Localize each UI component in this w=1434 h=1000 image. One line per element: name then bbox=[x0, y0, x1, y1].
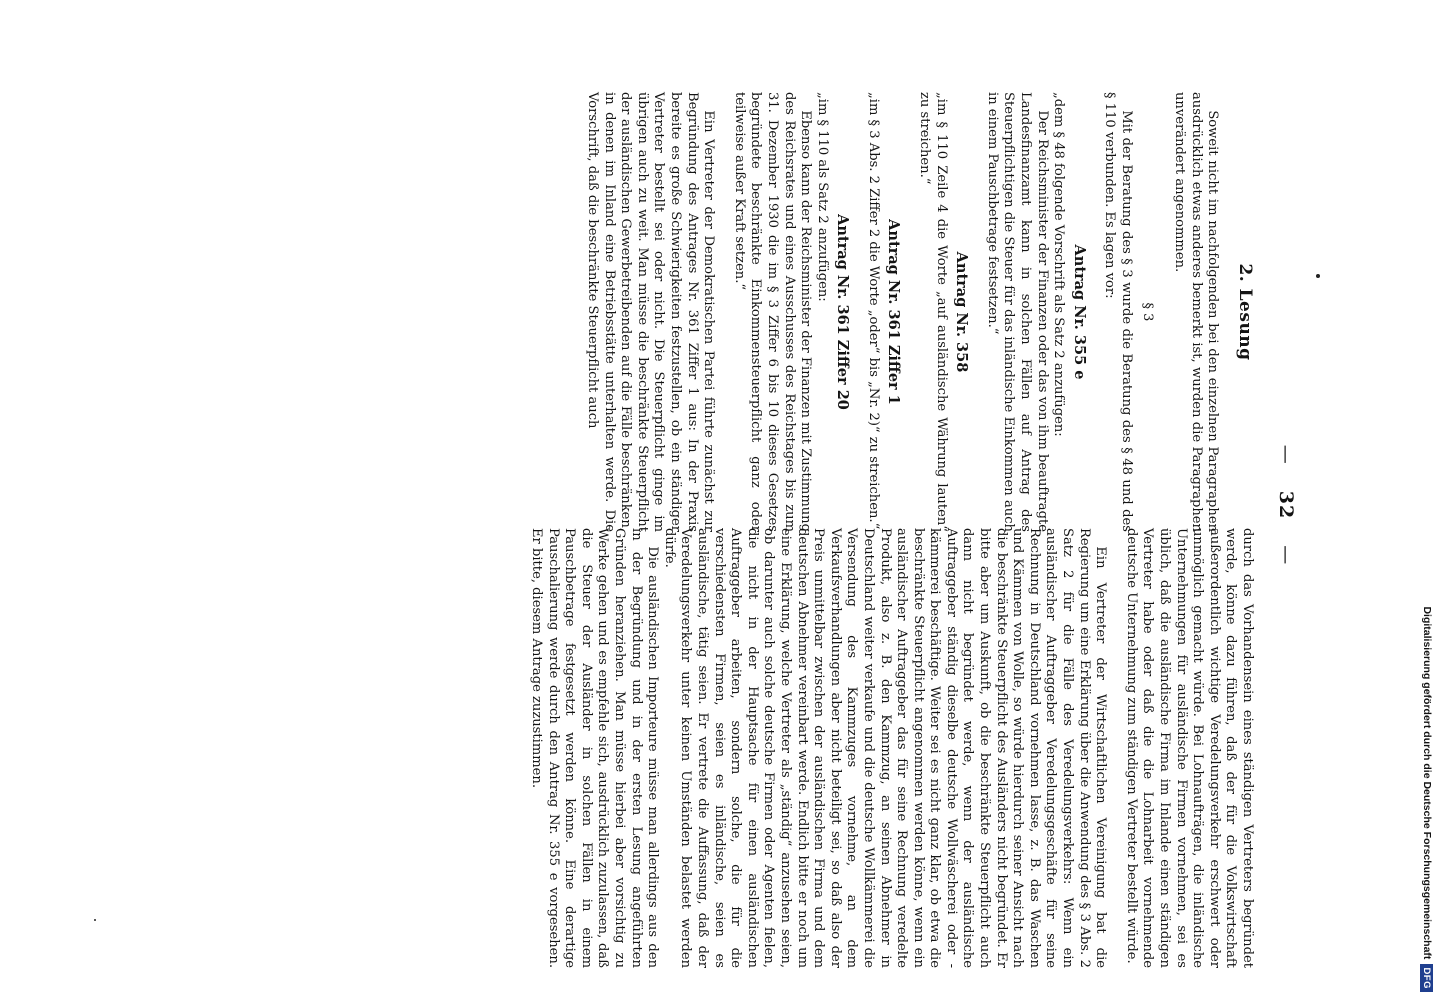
credit-text: Digitalisierung gefördert durch die Deutsche Forschungsgemeinschaft bbox=[1421, 606, 1433, 960]
motion-text: „im § 110 als Satz 2 anzufügen: bbox=[814, 92, 830, 302]
section-heading: 2. Lesung bbox=[1235, 263, 1255, 361]
motion-text: „im § 3 Abs. 2 Ziffer 2 die Worte „oder“ bis „Nr. 2)“ zu streichen.“ bbox=[865, 92, 881, 530]
discussion-paragraph: Ein Vertreter der Demokratischen Partei führte zunächst zur Begründung des Antrages Nr. 361 Ziffer 1 aus: In der Praxis bereite es große Schwierigkeiten festzustellen, ob ein ständiger Vertreter bestellt sei oder nicht. Die Steuerpflicht ginge im übrigen auch zu weit. Man müsse die beschränkte Steuerpflicht der ausländischen Gewerbetreibenden auf die Fälle beschränken, in denen im Inland eine Betriebsstätte unterhalten werde. Die Vorschrift, daß die beschränkte Steuerpflicht auch bbox=[585, 92, 717, 532]
motion-title: Antrag Nr. 358 bbox=[953, 251, 971, 373]
motion-text: „im § 110 Zeile 4 die Worte „auf ausländische Währung lauten“ zu streichen.“ bbox=[917, 92, 949, 532]
page-number: —32— bbox=[1275, 444, 1297, 566]
motion-title: Antrag Nr. 355 e bbox=[1070, 244, 1088, 380]
motion-text: „dem § 48 folgende Vorschrift als Satz 2 anzufügen: bbox=[1051, 92, 1067, 437]
intro-paragraph: Soweit nicht im nachfolgenden bei den einzelnen Paragraphen ausdrücklich etwas anderes bemerkt ist, wurden die Paragraphen unverändert angenommen. bbox=[1172, 92, 1221, 532]
motion-text: Der Reichsminister der Finanzen oder das von ihm beauftragte Landesfinanzamt kann in solchen Fällen auf Antrag des Steuerpflichtigen die Steuer für das inländische Einkommen auch in einem Pauschbetrage festsetzen.“ bbox=[984, 92, 1050, 532]
body-paragraph: durch das Vorhandensein eines ständigen Vertreters begründet werde, könne dazu führen, daß der für die Volkswirtschaft außerordentlich wichtige Veredelungsverkehr erschwert oder unmöglich gemacht würde. Bei Lohnaufträgen, die inländische Unternehmungen für ausländische Firmen vornehmen, sei es üblich, daß die ausländische Firma im Inlande einen ständigen Vertreter habe oder daß die die Lohnarbeit vornehmende deutsche Unternehmung zum ständigen Vertreter bestellt würde. bbox=[1123, 528, 1255, 968]
document-page bbox=[35, 40, 1335, 1000]
motion-title: Antrag Nr. 361 Ziffer 1 bbox=[885, 219, 903, 405]
scan-speck bbox=[1316, 274, 1320, 278]
scan-speck bbox=[94, 919, 96, 921]
right-column bbox=[527, 528, 1255, 968]
motion-text: Ebenso kann der Reichsminister der Finanzen mit Zustimmung des Reichsrates und eines Ausschusses des Reichstages bis zum 31. Dezember 1930 die im § 3 Ziffer 6 bis 10 dieses Gesetzes begründete beschränkte Einkommensteuerpflicht ganz oder teilweise außer Kraft setzen.“ bbox=[731, 92, 814, 532]
page-number-value: 32 bbox=[1275, 490, 1297, 520]
section-paragraph: Mit der Beratung des § 3 wurde die Beratung des § 48 und des § 110 verbunden. Es lagen vor: bbox=[1102, 92, 1135, 532]
body-paragraph: Ein Vertreter der Wirtschaftlichen Vereinigung bat die Regierung um eine Erklärung über die Anwendung des § 3 Abs. 2 Satz 2 für die Fälle des Veredelungsverkehrs: Wenn ein ausländischer Auftraggeber Veredelungsgeschäfte für seine Rechnung in Deutschland vornehmen lasse, z. B. das Waschen und Kämmen von Wolle, so würde hierdurch seiner Ansicht nach die beschränkte Steuerpflicht des Ausländers nicht begründet. Er bitte aber um Auskunft, ob die beschränkte Steuerpflicht auch dann nicht begründet werde, wenn der ausländische Auftraggeber ständig dieselbe deutsche Wollwäscherei oder -kämmerei beschäftige. Weiter sei es nicht ganz klar, ob etwa die beschränkte Steuerpflicht angenommen werden könne, wenn ein ausländischer Auftraggeber das für seine Rechnung veredelte Produkt, also z. B. den Kammzug, an seinen Abnehmer in Deutschland weiter verkaufe und die deutsche Wollkämmerei die Versendung des Kammzuges vornehme, an dem Verkaufsverhandlungen aber nicht beteiligt sei, so daß also der Preis unmittelbar zwischen der ausländischen Firma und dem deutschen Abnehmer vereinbart werde. Endlich bitte er noch um eine Erklärung, welche Vertreter als „ständig“ anzusehen seien, ob darunter auch solche deutsche Firmen oder Agenten fielen, die nicht in der Hauptsache für einen ausländischen Auftraggeber arbeiten, sondern solche, die für die verschiedensten Firmen, seien es inländische, seien es ausländische, tätig seien. Er vertrete die Auffassung, daß der Veredelungsverkehr unter keinen Umständen belastet werden dürfe. bbox=[661, 528, 1109, 968]
paragraph-symbol: § 3 bbox=[1139, 302, 1155, 322]
dfg-logo: DFG bbox=[1421, 964, 1434, 992]
digitization-credit bbox=[1419, 8, 1434, 992]
body-paragraph: Die ausländischen Importeure müsse man allerdings aus den in der Begründung und in der ersten Lesung angeführten Gründen heranziehen. Man müsse hierbei aber vorsichtig zu Werke gehen und es empfehle sich, ausdrücklich zuzulassen, daß die Steuer der Ausländer in solchen Fällen in einem Pauschbetrage festgesetzt werden könne. Eine derartige Pauschalierung werde durch den Antrag Nr. 355 e vorgesehen. Er bitte, diesem Antrage zuzustimmen. bbox=[529, 528, 661, 968]
motion-title: Antrag Nr. 361 Ziffer 20 bbox=[834, 214, 852, 410]
left-column bbox=[583, 92, 1255, 532]
